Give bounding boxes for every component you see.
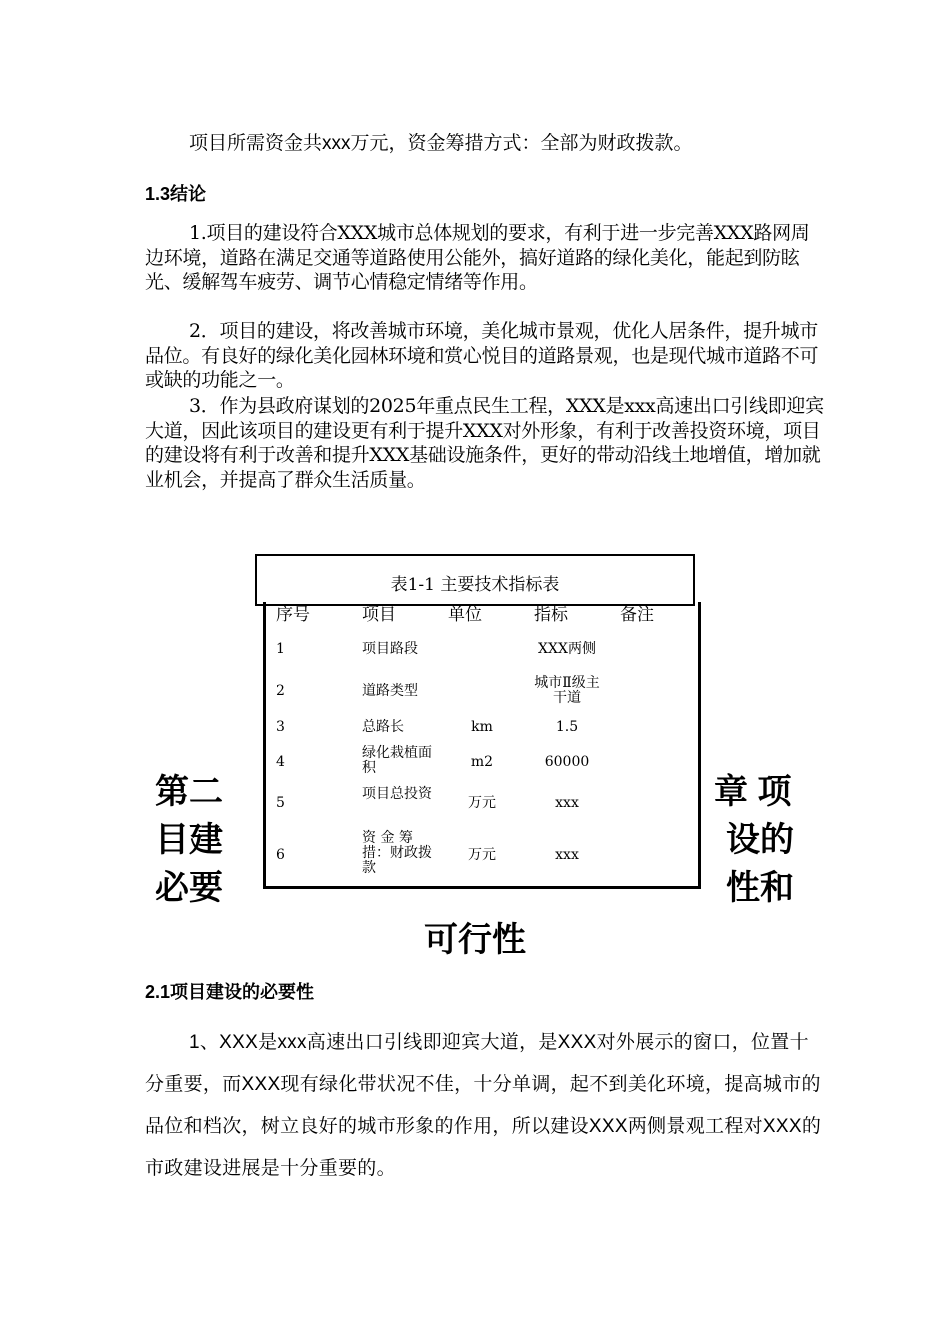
- table-header-item: 项目: [362, 605, 396, 625]
- table-caption-box: [255, 554, 695, 606]
- section-2-1-title: 2.1项目建设的必要性: [145, 982, 315, 1002]
- table-cell-unit: 万元: [468, 847, 496, 863]
- section-1-3-title: 1.3结论: [145, 184, 207, 204]
- table-cell-indicator: xxx: [555, 847, 579, 863]
- table-cell-indicator: XXX两侧: [538, 641, 596, 657]
- table-cell-unit: 万元: [468, 795, 496, 811]
- table-cell-indicator: 60000: [544, 754, 590, 770]
- chapter2-heading-right: [712, 768, 812, 912]
- chapter2-right-line: 性和: [726, 869, 794, 907]
- chapter2-heading-bottom: 可行性: [424, 921, 526, 959]
- chapter2-left-line: 目建: [155, 821, 223, 859]
- conclusion-paragraph-2: 2．项目的建设，将改善城市环境，美化城市景观，优化人居条件，提升城市品位。有良好的绿化美化园林环境和赏心悦目的道路景观，也是现代城市道路不可或缺的功能之一。: [145, 320, 819, 391]
- table-cell-no: 6: [276, 847, 285, 863]
- table-header-indicator: 指标: [534, 605, 568, 625]
- table-cell-indicator: 城市Ⅱ级主干道: [534, 675, 600, 706]
- table-cell-item: 道路类型: [362, 683, 418, 699]
- table-cell-no: 1: [276, 641, 285, 657]
- funding-paragraph: 项目所需资金共xxx万元，资金筹措方式：全部为财政拨款。: [189, 133, 693, 154]
- table-caption: 表1-1 主要技术指标表: [390, 575, 560, 595]
- table-cell-indicator: 1.5: [555, 719, 579, 735]
- table-cell-item: 项目路段: [362, 641, 418, 657]
- conclusion-paragraph-1: 1.项目的建设符合XXX城市总体规划的要求，有利于进一步完善XXX路网周边环境，道路在满足交通等道路使用公能外，搞好道路的绿化美化，能起到防眩光、缓解驾车疲劳、调节心情稳定情绪等作用。: [145, 222, 810, 293]
- table-cell-unit: km: [471, 719, 493, 735]
- table-cell-item: 项目总投资: [362, 786, 432, 802]
- table-cell-no: 5: [276, 795, 285, 811]
- table-cell-no: 3: [276, 719, 285, 735]
- table-header-unit: 单位: [448, 605, 482, 625]
- chapter2-heading-left: [155, 768, 235, 912]
- table-cell-unit: m2: [470, 754, 494, 770]
- chapter2-left-line: 必要: [155, 869, 223, 907]
- conclusion-paragraph-3: 3．作为县政府谋划的2025年重点民生工程，XXX是xxx高速出口引线即迎宾大道，因此该项目的建设更有利于提升XXX对外形象，有利于改善投资环境，项目的建设将有利于改善和提升XXX基础设施条件，更好的带动沿线土地增值，增加就业机会，并提高了群众生活质量。: [145, 395, 824, 491]
- table-cell-item: 绿化栽植面积: [362, 745, 432, 776]
- chapter2-left-line: 第二: [155, 773, 223, 811]
- table-cell-item: 总路长: [362, 719, 404, 735]
- chapter2-right-line: 设的: [726, 821, 794, 859]
- table-header-no: 序号: [276, 605, 310, 625]
- table-cell-item: 资 金 筹措：财政拨款: [362, 830, 432, 876]
- tech-indicator-table: [263, 602, 701, 889]
- table-header-remark: 备注: [620, 605, 654, 625]
- table-cell-indicator: xxx: [555, 795, 579, 811]
- necessity-paragraph: 1、XXX是xxx高速出口引线即迎宾大道，是XXX对外展示的窗口，位置十分重要，而XXX现有绿化带状况不佳，十分单调，起不到美化环境，提高城市的品位和档次，树立良好的城市形象的作用，所以建设XXX两侧景观工程对XXX的市政建设进展是十分重要的。: [145, 1032, 822, 1179]
- table-cell-no: 4: [276, 754, 285, 770]
- table-cell-no: 2: [276, 683, 285, 699]
- chapter2-right-line: 章 项: [714, 773, 792, 811]
